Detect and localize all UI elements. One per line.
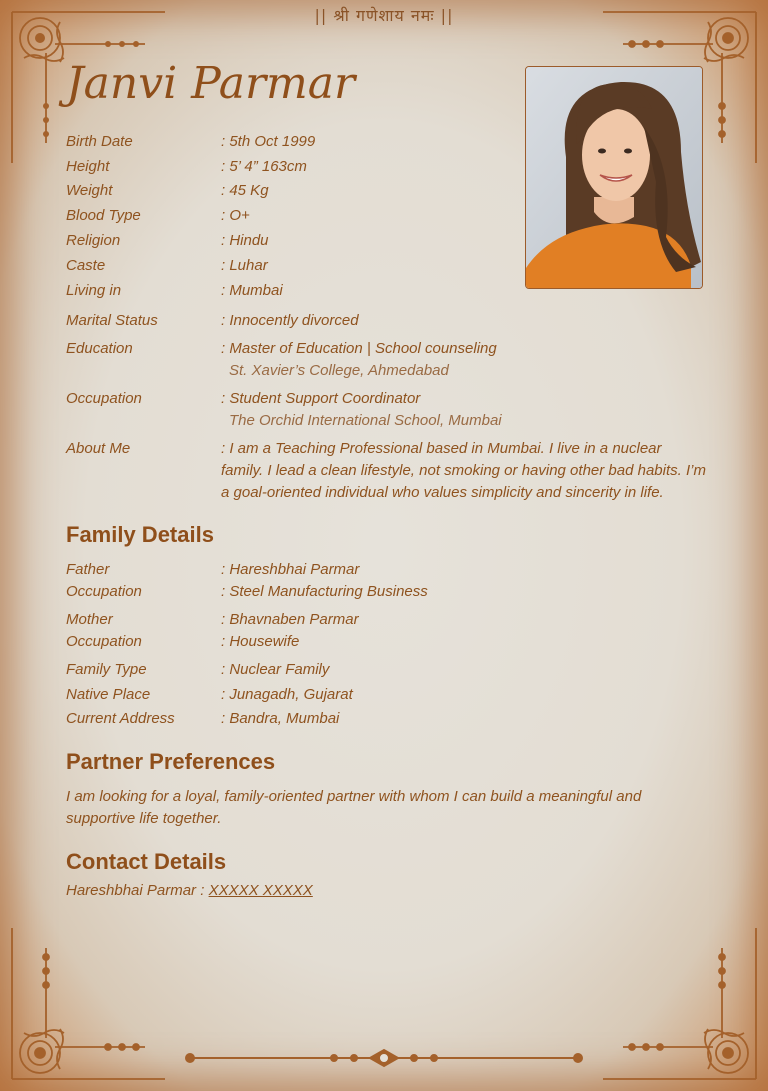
bottom-divider-ornament: [184, 1046, 584, 1070]
detail-value: : Luhar: [221, 257, 268, 274]
family-section-title: Family Details: [66, 522, 214, 547]
detail-label: Family Type: [66, 661, 147, 678]
detail-value: : Student Support Coordinator: [221, 390, 421, 407]
detail-label: Mother: [66, 611, 113, 628]
detail-label: Education: [66, 340, 133, 357]
invocation-header: || श्री गणेशाय नमः ||: [314, 6, 454, 25]
detail-label: Native Place: [66, 686, 151, 703]
contact-row: [66, 880, 706, 902]
detail-label: About Me: [66, 440, 131, 457]
detail-label: Birth Date: [66, 133, 133, 150]
detail-label: Father: [66, 561, 110, 578]
contact-phone-link[interactable]: XXXXX XXXXX: [208, 882, 313, 899]
detail-value: : Nuclear Family: [221, 661, 330, 678]
detail-value: : 5’ 4” 163cm: [221, 158, 307, 175]
detail-value: : Hindu: [221, 232, 269, 249]
corner-ornament-bottom-right: [598, 923, 758, 1083]
detail-label: Marital Status: [66, 312, 158, 329]
contact-name: Hareshbhai Parmar :: [66, 882, 205, 899]
detail-value: : Innocently divorced: [221, 312, 359, 329]
detail-value: : I am a Teaching Professional based in Mumbai. I live in a nuclear family. I lead a clean lifestyle, not smoking or having other bad habits. I’m a goal-oriented individual who values simplicity and sincerity in life.: [221, 440, 706, 501]
detail-label: Height: [66, 158, 110, 175]
detail-value: : 5th Oct 1999: [221, 133, 316, 150]
detail-value: : Junagadh, Gujarat: [221, 686, 353, 703]
detail-value: : Bandra, Mumbai: [221, 710, 340, 727]
partner-section-title: Partner Preferences: [66, 749, 276, 774]
detail-label: Occupation: [66, 583, 142, 600]
partner-preferences-text: I am looking for a loyal, family-oriented partner with whom I can build a meaningful and supportive life together.: [66, 788, 642, 827]
detail-label: Current Address: [66, 710, 175, 727]
detail-label: Caste: [66, 257, 106, 274]
detail-subvalue: The Orchid International School, Mumbai: [229, 412, 502, 429]
detail-label: Occupation: [66, 390, 142, 407]
detail-subvalue: St. Xavier’s College, Ahmedabad: [229, 362, 449, 379]
detail-value: : 45 Kg: [221, 182, 269, 199]
detail-label: Blood Type: [66, 207, 141, 224]
detail-label: Religion: [66, 232, 121, 249]
detail-value: : Master of Education | School counseling: [221, 340, 497, 357]
detail-label: Weight: [66, 182, 113, 199]
detail-label: Occupation: [66, 633, 142, 650]
detail-value: : Bhavnaben Parmar: [221, 611, 359, 628]
detail-value: : Hareshbhai Parmar: [221, 561, 360, 578]
contact-section-title: Contact Details: [66, 849, 227, 874]
detail-value: : O+: [221, 207, 250, 224]
detail-label: Living in: [66, 282, 122, 299]
detail-value: : Mumbai: [221, 282, 283, 299]
detail-value: : Housewife: [221, 633, 300, 650]
detail-value: : Steel Manufacturing Business: [221, 583, 428, 600]
corner-ornament-bottom-left: [10, 923, 170, 1083]
profile-name: Janvi Parmar: [66, 58, 356, 109]
